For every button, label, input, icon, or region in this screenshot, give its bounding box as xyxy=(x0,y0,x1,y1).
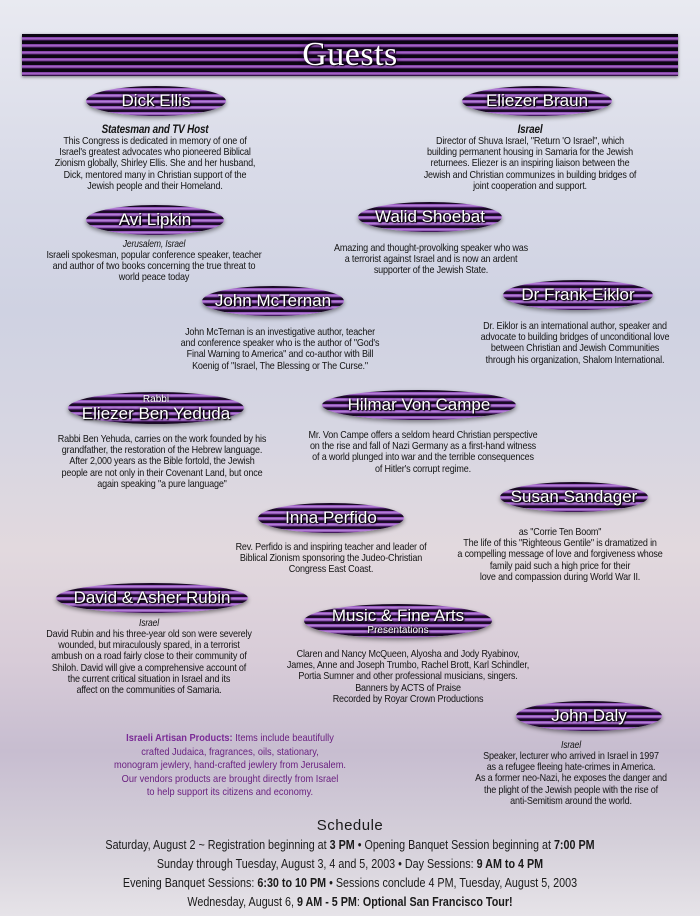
guest-name-inna-perfido: Inna Perfido xyxy=(258,503,404,533)
guest-bio-walid-shoebat: Amazing and thought-provolking speaker who was a terrorist against Israel and is now an ardent supporter of the Jewish State. xyxy=(334,242,528,277)
schedule-row-1: Saturday, August 2 ~ Registration beginning at 3 PM • Opening Banquet Session beginning at 7:00 PM xyxy=(105,838,595,852)
guest-bio-eliezer-braun: Israel Director of Shuva Israel, "Return 'O Israel", which building permanent housing in Samaria for the Jewish returnees. Eliezer is an inspiring liaison between the Jewish and Christian communizes in building bridges of joint cooperation and support. xyxy=(423,124,637,192)
guest-name-frank-eiklor: Dr Frank Eiklor xyxy=(503,280,653,310)
guest-bio-dick-ellis: Statesman and TV Host This Congress is dedicated in memory of one of Israel's greatest advocates who pioneered Biblical Zionism globally, Shirley Ellis. She and her husband, Dick, mentored many in Christian support of the Jewish people and their Homeland. xyxy=(54,124,256,192)
guest-name-john-mcternan: John McTernan xyxy=(202,286,344,316)
guest-name-eliezer-braun: Eliezer Braun xyxy=(462,86,612,116)
guest-name-susan-sandager: Susan Sandager xyxy=(500,482,648,512)
guest-name-walid-shoebat: Walid Shoebat xyxy=(358,202,502,232)
guest-bio-susan-sandager: as "Corrie Ten Boom" The life of this "Righteous Gentile" is dramatized in a compelling message of love and forgiveness whose family paid such a high price for their love and compassion during World War II. xyxy=(457,526,663,583)
schedule-title: Schedule xyxy=(316,817,384,834)
schedule-row-4: Wednesday, August 6, 9 AM - 5 PM: Optional San Francisco Tour! xyxy=(187,895,513,909)
guest-name-ben-yeduda: Rabbi Eliezer Ben Yeduda xyxy=(68,392,244,424)
guest-bio-hilmar-von-campe: Mr. Von Campe offers a seldom heard Christian perspective on the rise and fall of Nazi Germany as a first-hand witness of a world plunged into war and the terrible consequences of Hitler's corrupt regime. xyxy=(308,429,538,475)
guest-bio-david-asher-rubin: Israel David Rubin and his three-year old son were severely wounded, but miraculously spared, in a terrorist ambush on a road fairly close to their community of Shiloh. David will give a comprehensive account of the current critical situation in Israel and its affect on the communities of Samaria. xyxy=(46,618,252,697)
guest-name-music-fine-arts: Music & Fine Arts Presentations xyxy=(304,604,492,638)
guest-bio-john-mcternan: John McTernan is an investigative author, teacher and conference speaker who is the author of "God's Final Warning to America" and co-author with Bill Koenig of "Israel, The Blessing or The Curse." xyxy=(180,326,380,372)
guests-banner xyxy=(22,34,678,76)
guest-bio-music-fine-arts: Claren and Nancy McQueen, Alyosha and Jody Ryabinov, James, Anne and Joseph Trumbo, Rachel Brott, Karl Schindler, Portia Sumner and other professional musicians, singers. Banners by ACTS of Praise Recorded by Royar Crown Productions xyxy=(286,648,530,705)
guest-name-david-asher-rubin: David & Asher Rubin xyxy=(56,583,248,613)
guest-bio-inna-perfido: Rev. Perfido is and inspiring teacher and leader of Biblical Zionism sponsoring the Judeo-Christian Congress East Coast. xyxy=(235,541,427,576)
schedule-row-2: Sunday through Tuesday, August 3, 4 and 5, 2003 • Day Sessions: 9 AM to 4 PM xyxy=(156,857,544,871)
guest-bio-avi-lipkin: Jerusalem, Israel Israeli spokesman, popular conference speaker, teacher and author of two books concerning the true threat to world peace today xyxy=(46,239,262,284)
guest-bio-ben-yeduda: Rabbi Ben Yehuda, carries on the work founded by his grandfather, the restoration of the Hebrew language. After 2,000 years as the Bible fortold, the Jewish people are not only in their Covenant Land, but once again speaking "a pure language" xyxy=(57,433,267,490)
guest-bio-john-daly: Israel Speaker, lecturer who arrived in Israel in 1997 as a refugee fleeing hate-crimes in America. As a former neo-Nazi, he exposes the danger and the plight of the Jewish people with the rise of anti-Semitism around the world. xyxy=(475,740,667,807)
guest-title-rabbi: Rabbi xyxy=(142,393,170,405)
artisan-products-note: Israeli Artisan Products: Items include beautifully crafted Judaica, fragrances, oils, stationary, monogram jewlery, hand-crafted jewlery from Jerusalem. Our vendors products are brought directly from Israel to help support its citizens and economy. xyxy=(114,732,346,798)
guest-name-avi-lipkin: Avi Lipkin xyxy=(86,205,224,235)
guest-name-hilmar-von-campe: Hilmar Von Campe xyxy=(322,390,516,420)
guest-bio-frank-eiklor: Dr. Eiklor is an international author, speaker and advocate to building bridges of unconditional love between Christian and Jewish Communities through his organization, Shalom International. xyxy=(480,320,670,366)
page-title: Guests xyxy=(302,36,398,73)
guest-name-john-daly: John Daly xyxy=(516,701,662,731)
artisan-heading: Israeli Artisan Products: xyxy=(126,732,233,744)
schedule-row-3: Evening Banquet Sessions: 6:30 to 10 PM • Sessions conclude 4 PM, Tuesday, August 5, 2003 xyxy=(122,876,578,890)
guest-name-dick-ellis: Dick Ellis xyxy=(86,86,226,116)
